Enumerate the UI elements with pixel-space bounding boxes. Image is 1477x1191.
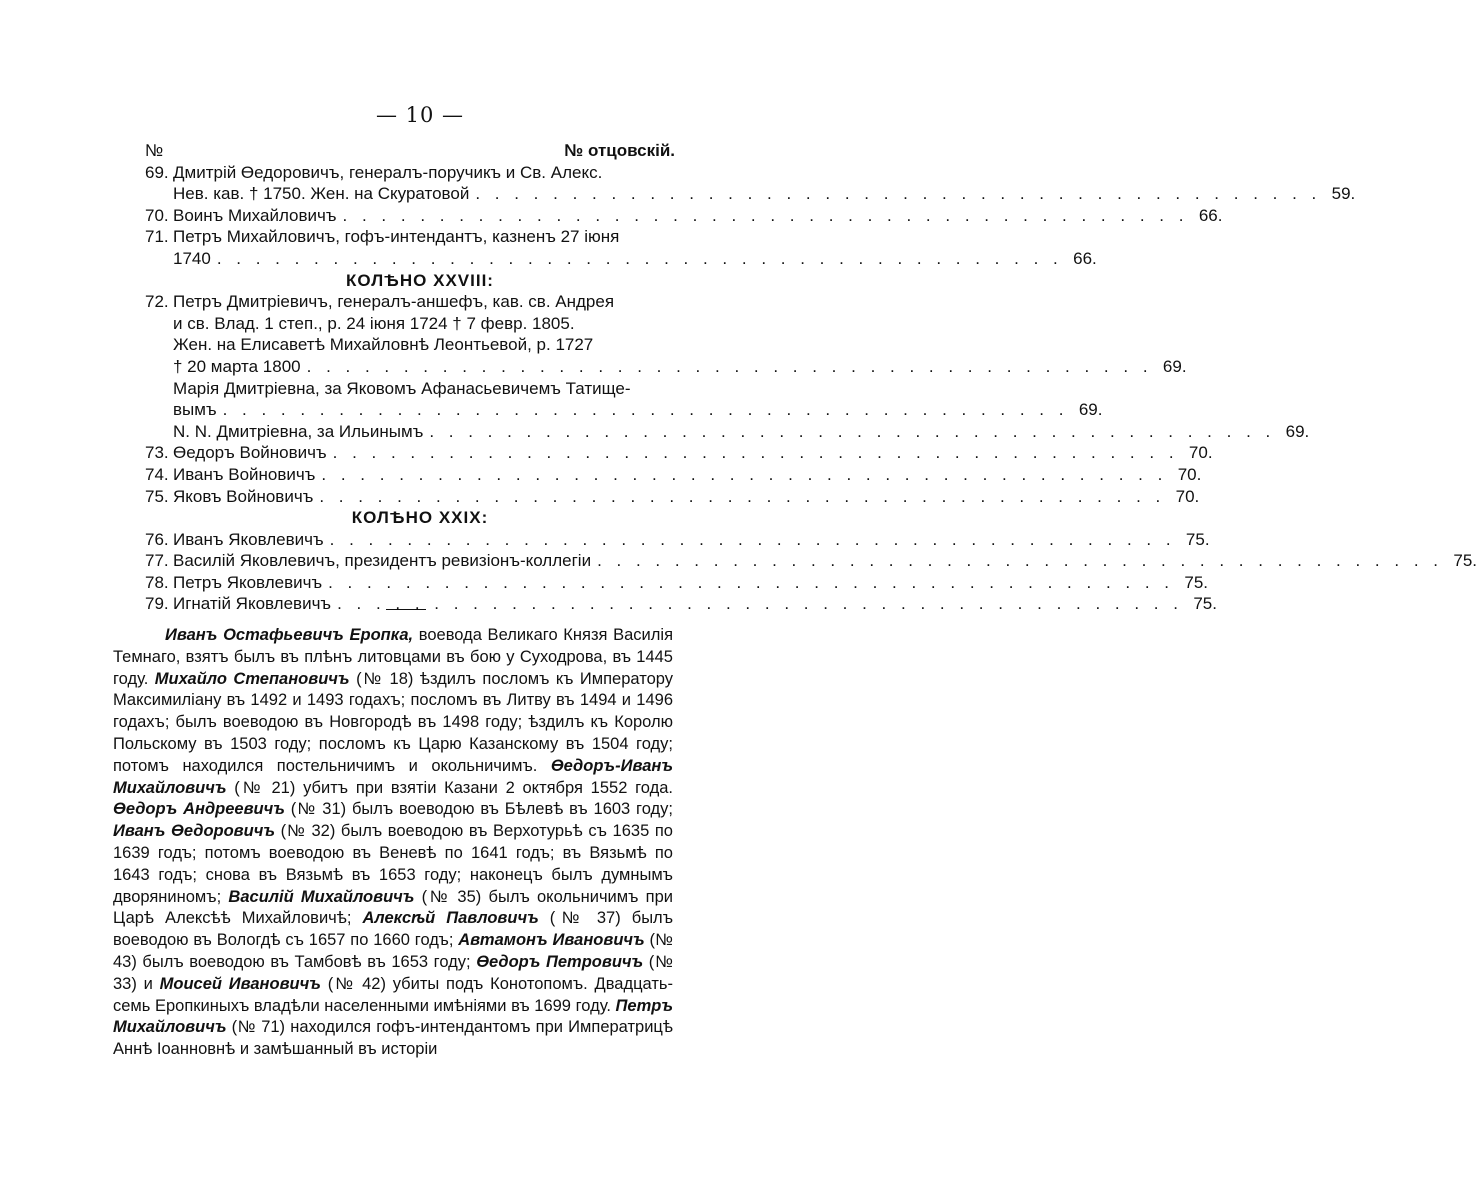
entry-text: Дмитрій Өедоровичъ, генералъ-поручикъ и Св. Алекс.: [173, 162, 603, 182]
entry-number: 74.: [145, 464, 169, 484]
dot-leader: . . . . . . . . . . . . . . . . . . . . . . . . . . . . . . . . . . . . . . . . . . . .: [342, 205, 1189, 225]
person-name: Моисей Ивановичъ: [159, 974, 321, 993]
entry-text: Жен. на Елисаветѣ Михайловнѣ Леонтьевой, р. 1727: [173, 335, 594, 355]
father-number-column-header: № отцовскій.: [564, 141, 675, 160]
dot-leader: . . . . . . . . . . . . . . . . . . . . . . . . . . . . . . . . . . . . . . . . . . . .: [306, 356, 1153, 376]
father-number: 66.: [1073, 248, 1097, 268]
person-name: Иванъ Остафьевичъ Еропка,: [165, 626, 414, 644]
person-name: Михайло Степановичъ: [154, 669, 350, 688]
entry-number: 69.: [145, 162, 169, 182]
entry-text: Петръ Михайловичъ, гофъ-интендантъ, казненъ 27 іюня: [173, 227, 620, 247]
father-number: 59.: [1331, 184, 1356, 204]
father-number: 75.: [1453, 551, 1477, 571]
generation-label: КОЛѢНО XXIX:: [351, 508, 489, 528]
list-row: [145, 550, 1477, 572]
entry-text: Воинъ Михайловичъ: [173, 205, 337, 225]
entry-number: [145, 378, 173, 400]
list-row: [145, 162, 675, 184]
genealogy-list: [145, 140, 1477, 615]
dot-leader: . . . . . . . . . . . . . . . . . . . . . . . . . . . . . . . . . . . . . . . . . . . .: [319, 486, 1166, 506]
paragraph-text: (№ 31) былъ воеводою въ Бѣлевѣ въ 1603 году;: [284, 800, 673, 819]
father-number: 75.: [1193, 594, 1217, 614]
entry-text: Петръ Яковлевичъ: [173, 572, 323, 592]
paragraph-text: (№ 43) былъ воеводою въ Тамбовѣ въ 1653 году;: [113, 931, 673, 971]
entry-number: [145, 183, 173, 205]
entry-number: 73.: [145, 443, 169, 463]
entry-text: Игнатій Яковлевичъ: [173, 594, 332, 614]
generation-label: КОЛѢНО XXVIII:: [346, 270, 494, 290]
father-number: 75.: [1185, 529, 1210, 549]
person-name: Алексѣй Павловичъ: [362, 909, 539, 928]
paragraph-text: (№ 32) былъ воеводою въ Верхотурьѣ съ 1635 по 1639 годъ; потомъ воеводою въ Веневѣ по 1641 годъ; въ Вязьмѣ по 1643 годъ; снова въ Вязьмѣ въ 1653 году; наконецъ былъ думнымъ дворяниномъ;: [113, 822, 673, 906]
list-row: [145, 334, 675, 356]
father-number: 70.: [1177, 464, 1202, 484]
dot-leader: . . . . . . . . . . . . . . . . . . . . . . . . . . . . . . . . . . . . . . . . . . . .: [321, 464, 1168, 484]
list-row: [145, 486, 1200, 508]
list-row: [145, 226, 675, 248]
list-row: [145, 183, 1356, 205]
entry-number: 79.: [145, 594, 169, 614]
entry-text: Марія Дмитріевна, за Яковомъ Афанасьевичемъ Татище-: [173, 378, 631, 398]
person-name: Өедоръ Андреевичъ: [113, 800, 285, 819]
generation-heading: [145, 270, 675, 292]
paragraph-text: (№ 21) убитъ при взятіи Казани 2 октября 1552 года.: [226, 778, 673, 797]
entry-number: 75.: [145, 486, 169, 506]
entry-number: [145, 356, 173, 378]
paragraph-text: (№ 37) былъ воеводою въ Вологдѣ съ 1657 по 1660 годъ;: [113, 909, 674, 950]
father-number: 70.: [1175, 486, 1200, 506]
list-row: [145, 313, 675, 335]
page-number: — 10 —: [375, 103, 465, 127]
entry-number: 77.: [145, 551, 169, 571]
father-number: 69.: [1162, 356, 1187, 376]
entry-number: [145, 399, 173, 421]
list-row: [145, 442, 1213, 464]
dot-leader: . . . . . . . . . . . . . . . . . . . . . . . . . . . . . . . . . . . . . . . . . . . .: [329, 529, 1176, 549]
paragraph-text: воевода Великаго Князя Василія Темнаго, взятъ былъ въ плѣнъ литовцами въ бою у Суходрова, въ 1445 году.: [113, 626, 673, 688]
entry-text: и св. Влад. 1 степ., р. 24 іюня 1724 † 7 февр. 1805.: [173, 313, 575, 333]
dot-leader: . . . . . . . . . . . . . . . . . . . . . . . . . . . . . . . . . . . . . . . . . . . .: [222, 400, 1069, 420]
entry-text: Петръ Дмитріевичъ, генералъ-аншефъ, кав. св. Андрея: [173, 292, 615, 312]
person-name: Петръ Михайловичъ: [113, 996, 673, 1037]
list-row: [145, 248, 1097, 270]
dot-leader: . . . . . . . . . . . . . . . . . . . . . . . . . . . . . . . . . . . . . . . . . . . .: [332, 443, 1179, 463]
generation-heading: [145, 507, 675, 529]
dot-leader: . . . . . . . . . . . . . . . . . . . . . . . . . . . . . . . . . . . . . . . . . . . .: [597, 551, 1443, 571]
entry-number: 72.: [145, 292, 169, 312]
list-row: [145, 421, 1310, 443]
entry-text: Василій Яковлевичъ, президентъ ревизіонъ-коллегіи: [173, 551, 592, 571]
paragraph-text: (№ 71) находился гофъ-интендантомъ при Императрицѣ Аннѣ Іоанновнѣ и замѣшанный въ исторіи: [113, 1018, 673, 1059]
dot-leader: . . . . . . . . . . . . . . . . . . . . . . . . . . . . . . . . . . . . . . . . . . . .: [475, 184, 1322, 204]
father-number: 69.: [1078, 400, 1103, 420]
father-number: 75.: [1184, 572, 1209, 592]
paragraph-text: (№ 33) и: [113, 952, 674, 993]
entry-number: 78.: [145, 572, 169, 592]
list-header: [145, 140, 675, 162]
entry-number: [145, 248, 173, 270]
paragraph-text: (№ 35) былъ окольничимъ при Царѣ Алексѣѣ Михайловичѣ;: [113, 887, 673, 928]
dot-leader: . . . . . . . . . . . . . . . . . . . . . . . . . . . . . . . . . . . . . . . . . . . .: [429, 421, 1276, 441]
entry-number: 76.: [145, 529, 169, 549]
father-number: 66.: [1198, 205, 1223, 225]
entry-number: [145, 334, 173, 356]
entry-number: [145, 421, 173, 443]
list-row: [145, 572, 1209, 594]
entry-text: Нев. кав. † 1750. Жен. на Скуратовой: [173, 184, 470, 204]
person-name: Өедоръ-Иванъ Михайловичъ: [113, 756, 673, 797]
father-number: 69.: [1285, 421, 1310, 441]
entry-text: Яковъ Войновичъ: [173, 486, 314, 506]
history-paragraph: [113, 625, 673, 1061]
entry-number: 71.: [145, 227, 169, 247]
entry-text: N. N. Дмитріевна, за Ильинымъ: [173, 421, 424, 441]
entry-text: Өедоръ Войновичъ: [173, 443, 327, 463]
entry-number: [145, 313, 173, 335]
person-name: Василій Михайловичъ: [228, 887, 415, 906]
entry-text: Иванъ Войновичъ: [173, 464, 316, 484]
dot-leader: . . . . . . . . . . . . . . . . . . . . . . . . . . . . . . . . . . . . . . . . . . . .: [337, 594, 1183, 614]
entry-text: † 20 марта 1800: [173, 356, 301, 376]
list-row: [145, 291, 675, 313]
dot-leader: . . . . . . . . . . . . . . . . . . . . . . . . . . . . . . . . . . . . . . . . . . . .: [216, 248, 1063, 268]
list-row: [145, 378, 675, 400]
paragraph-text: (№ 18) ѣздилъ посломъ къ Императору Максимиліану въ 1492 и 1493 годахъ; посломъ въ Литву въ 1494 и 1496 годахъ; былъ воеводою въ Новгородѣ въ 1498 году; ѣздилъ къ Королю Польскому въ 1503 году; посломъ къ Царю Казанскому въ 1504 году; потомъ находился постельничимъ и окольничимъ.: [113, 669, 673, 775]
dot-leader: . . . . . . . . . . . . . . . . . . . . . . . . . . . . . . . . . . . . . . . . . . . .: [328, 572, 1175, 592]
entry-text: Иванъ Яковлевичъ: [173, 529, 324, 549]
list-row: [145, 529, 1210, 551]
father-number: 70.: [1188, 443, 1213, 463]
person-name: Иванъ Өедоровичъ: [113, 822, 276, 841]
paragraph-text: (№ 42) убиты подъ Конотопомъ. Двадцать-семь Еропкиныхъ владѣли населенными имѣніями въ 1699 году.: [113, 974, 674, 1015]
section-divider: [386, 609, 426, 610]
list-row: [145, 356, 1187, 378]
list-row: [145, 399, 1103, 421]
entry-text: вымъ: [173, 400, 217, 420]
list-row: [145, 593, 1217, 615]
person-name: Өедоръ Петровичъ: [476, 952, 644, 971]
entry-number: 70.: [145, 205, 169, 225]
list-row: [145, 464, 1202, 486]
list-row: [145, 205, 1223, 227]
number-column-header: №: [145, 141, 164, 160]
person-name: Автамонъ Ивановичъ: [458, 931, 645, 950]
entry-text: 1740: [173, 248, 211, 268]
